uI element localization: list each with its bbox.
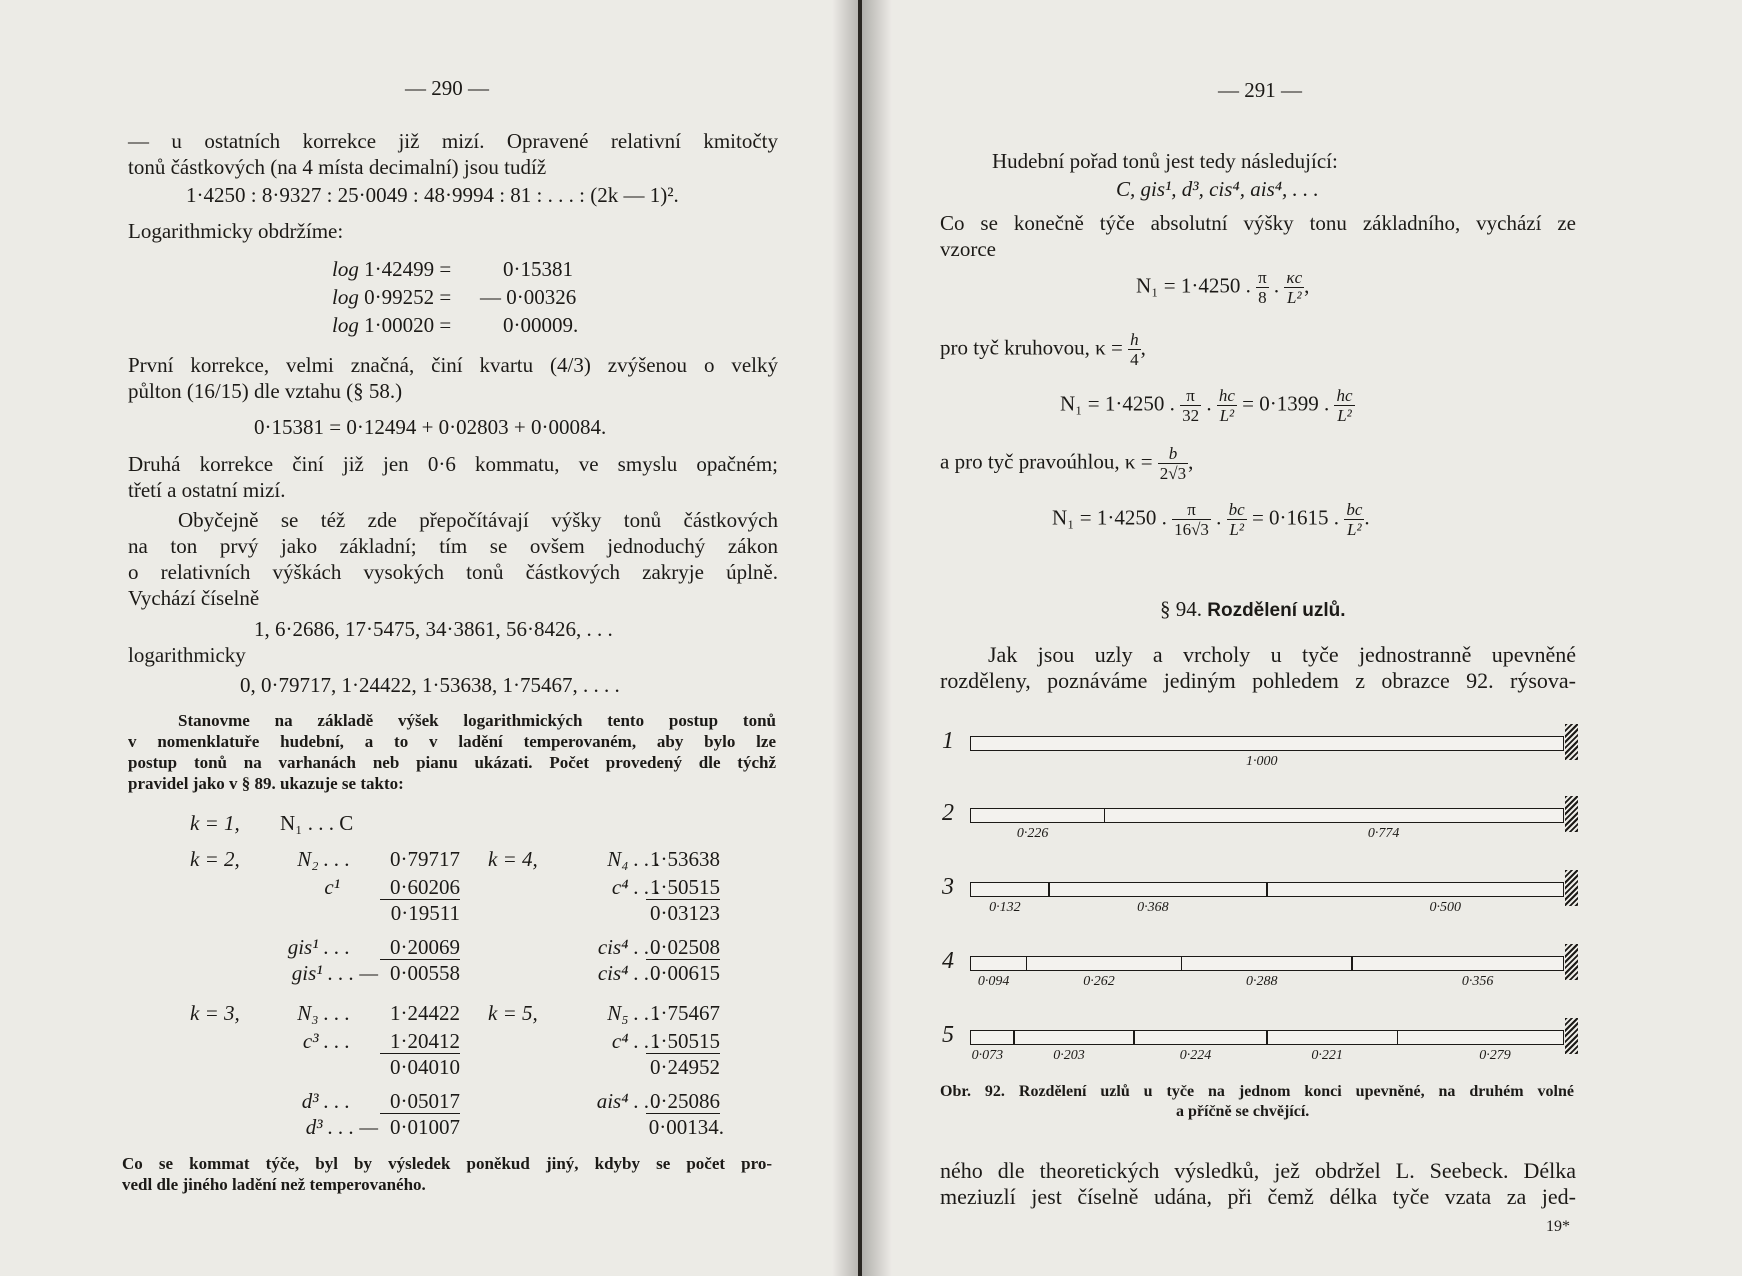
segment-length-label: 0·221 — [1311, 1048, 1343, 1063]
text-line: Druhá korrekce činí již jen 0·6 kommatu, ve smyslu opačném; — [128, 452, 778, 476]
table-label: N₂ . . . — [297, 847, 350, 871]
table-k: k = 2, — [190, 847, 240, 871]
table-label: gis¹ . . . — — [291, 961, 378, 985]
formula: N₁ = 1·4250 . $\frac{\pi}{32}$ . $\frac{hc}{\text{L²}}$ = 0·1399 . $\frac{hc}{\text{L²}}$ — [1060, 386, 1353, 425]
segment-length-label: 0·094 — [977, 974, 1010, 989]
bar-number: 1 — [942, 728, 954, 754]
text-line: meziuzlí jest číselně udána, při čemž délka tyče vzata za jed- — [940, 1184, 1576, 1209]
ratio-equation: 1·4250 : 8·9327 : 25·0049 : 48·9994 : 81 : . . . : (2k — 1)². — [186, 183, 679, 207]
table-label: N₄ . . . — [607, 847, 660, 871]
table-label: ais⁴ . . . — [596, 1089, 660, 1113]
clamped-end — [1565, 870, 1578, 906]
figure-caption: Obr. 92. Rozdělení uzlů u tyče na jednom konci upevněné, na druhém volné — [940, 1083, 1574, 1100]
small-text-line: Stanovme na základě výšek logarithmických tento postup tonů — [178, 711, 776, 730]
segment-length-label: 0·132 — [989, 900, 1021, 915]
segment-length-label: 0·774 — [1367, 826, 1400, 841]
table-value: 0·19511 — [390, 901, 460, 925]
text-line: tonů částkových (na 4 místa decimalní) jsou tudíž — [128, 155, 547, 179]
segment-length-label: 0·279 — [1479, 1048, 1511, 1063]
table-value: 1·20412 — [390, 1029, 460, 1053]
bar-number: 3 — [942, 874, 954, 900]
figure-92 — [862, 0, 1742, 1100]
text-line: Hudební pořad tonů jest tedy následující: — [992, 149, 1338, 173]
segment-length-label: 0·368 — [1137, 900, 1169, 915]
table-value: 1·75467 — [650, 1001, 720, 1025]
text-line: Logarithmicky obdržíme: — [128, 219, 344, 243]
clamped-end — [1565, 944, 1578, 980]
segment-length-label: 0·356 — [1461, 974, 1494, 989]
table-k: k = 4, — [488, 847, 538, 871]
log-value: 0·15381 — [503, 257, 573, 281]
small-text-line: postup tonů na varhanách neb pianu ukázati. Počet provedený dle týchž — [128, 753, 776, 772]
node-mark — [1013, 1031, 1015, 1044]
table-value: 0·20069 — [390, 935, 460, 959]
text-line: — u ostatních korrekce již mizí. Opravené relativní kmitočty — [128, 129, 778, 153]
text-line: logarithmicky — [128, 643, 246, 667]
table-label: cis⁴ . . . — [597, 961, 660, 985]
node-mark — [1266, 1031, 1268, 1044]
segment-length-label: 0·073 — [971, 1048, 1004, 1063]
left-page — [0, 0, 858, 1276]
table-value: 0·04010 — [390, 1055, 460, 1079]
formula: N₁ = 1·4250 . $\frac{\pi}{8}$ . $\frac{\kappa c}{\text{L²}}$ , — [1136, 268, 1310, 307]
table-value: 0·02508 — [650, 935, 720, 959]
text-line: rozděleny, poznáváme jediným pohledem z obrazce 92. rýsova- — [940, 668, 1576, 693]
right-page — [862, 0, 1742, 1276]
footnote-line: vedl dle jiného ladění než temperovaného. — [122, 1175, 426, 1194]
table-label: N₅ . . . — [607, 1001, 660, 1025]
log-row: log 1·00020 = — [332, 313, 452, 337]
figure-caption: a příčně se chvějící. — [1176, 1103, 1310, 1120]
table-value: 1·24422 — [390, 1001, 460, 1025]
bar-number: 4 — [942, 948, 954, 974]
text-line: o relativních výškách vysokých tonů částkových zakryje úplně. — [128, 560, 778, 584]
table-k: k = 1, — [190, 811, 240, 835]
clamped-end — [1565, 724, 1578, 760]
clamped-end — [1565, 1018, 1578, 1054]
sum-rule — [380, 959, 460, 960]
node-mark — [1026, 957, 1028, 970]
section-heading: § 94. Rozdělení uzlů. — [1160, 597, 1346, 621]
node-mark — [1266, 883, 1268, 896]
segment-length-label: 0·500 — [1429, 900, 1462, 915]
segment-length-label: 1·000 — [1246, 754, 1278, 769]
page-number: — 290 — — [405, 76, 489, 100]
segment-length-label: 0·262 — [1083, 974, 1115, 989]
segment-length-label: 0·224 — [1179, 1048, 1212, 1063]
clamped-end — [1565, 796, 1578, 832]
formula: N₁ = 1·4250 . $\frac{\pi}{16√3}$ . $\frac{bc}{\text{L²}}$ = 0·1615 . $\frac{bc}{\text{L²}}$ . — [1052, 500, 1370, 539]
table-value: 0·24952 — [650, 1055, 720, 1079]
table-cell: N₁ . . . C — [280, 811, 354, 835]
equation: 0·15381 = 0·12494 + 0·02803 + 0·00084. — [254, 415, 607, 439]
table-label: d³ . . . — [301, 1089, 350, 1113]
footnote-line: Co se kommat týče, byl by výsledek poněkud jiný, kdyby se počet pro- — [122, 1154, 772, 1173]
table-label: c⁴ . . . — [611, 875, 660, 899]
table-value: 0·05017 — [390, 1089, 460, 1113]
node-mark — [1133, 1031, 1135, 1044]
bar-number: 5 — [942, 1022, 954, 1048]
table-label: c⁴ . . . — [611, 1029, 660, 1053]
rod-bar — [970, 736, 1564, 751]
table-label: c¹ — [324, 875, 340, 899]
segment-length-label: 0·203 — [1053, 1048, 1085, 1063]
table-label: c³ . . . — [302, 1029, 350, 1053]
table-value: 1·53638 — [650, 847, 720, 871]
node-mark — [1351, 957, 1353, 970]
signature-mark: 19* — [1546, 1218, 1570, 1235]
table-k: k = 3, — [190, 1001, 240, 1025]
table-label: cis⁴ . . . — [597, 935, 660, 959]
table-value: 0·03123 — [650, 901, 720, 925]
text-line: První korrekce, velmi značná, činí kvartu (4/3) zvýšenou o velký — [128, 353, 778, 377]
text-line: třetí a ostatní mizí. — [128, 478, 286, 502]
node-mark — [1397, 1031, 1399, 1044]
text-line: Co se konečně týče absolutní výšky tonu základního, vychází ze — [940, 211, 1576, 235]
formula: pro tyč kruhovou, κ = $\frac{h}{4}$ , — [940, 330, 1146, 369]
tone-sequence: C, gis¹, d³, cis⁴, ais⁴, . . . — [1116, 177, 1319, 201]
bar-number: 2 — [942, 800, 954, 826]
sequence: 0, 0·79717, 1·24422, 1·53638, 1·75467, . . . . — [240, 673, 620, 697]
node-mark — [1104, 809, 1106, 822]
table-value: 0·25086 — [650, 1089, 720, 1113]
page-number: — 291 — — [1218, 78, 1302, 102]
text-line: půlton (16/15) dle vztahu (§ 58.) — [128, 379, 403, 403]
sequence: 1, 6·2686, 17·5475, 34·3861, 56·8426, . . . — [254, 617, 613, 641]
table-value: 0·01007 — [390, 1115, 460, 1139]
log-value: — 0·00326 — [480, 285, 577, 309]
rod-bar — [970, 808, 1564, 823]
small-text-line: pravidel jako v § 89. ukazuje se takto: — [128, 774, 404, 793]
table-value: 0·79717 — [390, 847, 460, 871]
log-row: log 1·42499 = — [332, 257, 452, 281]
text-line: Vychází číselně — [128, 586, 260, 610]
text-line: vzorce — [940, 237, 996, 261]
text-line: Jak jsou uzly a vrcholy u tyče jednostranně upevněné — [988, 642, 1576, 667]
table-label: d³ . . . — — [305, 1115, 378, 1139]
left-gutter-shadow — [832, 0, 858, 1276]
text-line: na ton prvý jako základní; tím se ovšem jednoduchý zákon — [128, 534, 778, 558]
segment-length-label: 0·226 — [1016, 826, 1049, 841]
table-value: 1·50515 — [650, 875, 720, 899]
text-line: ného dle theoretických výsledků, jež obdržel L. Seebeck. Délka — [940, 1158, 1576, 1183]
table-value: 1·50515 — [650, 1029, 720, 1053]
table-value: 0·60206 — [390, 875, 460, 899]
text-line: Obyčejně se též zde přepočítávají výšky tonů částkových — [178, 508, 778, 532]
node-mark — [1048, 883, 1050, 896]
segment-length-label: 0·288 — [1246, 974, 1278, 989]
table-k: k = 5, — [488, 1001, 538, 1025]
table-value: 0·00558 — [390, 961, 460, 985]
table-label: gis¹ . . . — [287, 935, 350, 959]
table-label: N₃ . . . — [297, 1001, 350, 1025]
table-value: 0·00134. — [648, 1115, 724, 1139]
formula: a pro tyč pravoúhlou, κ = $\frac{b}{2√3}$ , — [940, 444, 1194, 483]
node-mark — [1181, 957, 1183, 970]
rod-bar — [970, 956, 1564, 971]
small-text-line: v nomenklatuře hudební, a to v ladění temperovaném, aby bylo lze — [128, 732, 776, 751]
log-row: log 0·99252 = — [332, 285, 452, 309]
log-value: 0·00009. — [503, 313, 579, 337]
table-value: 0·00615 — [650, 961, 720, 985]
